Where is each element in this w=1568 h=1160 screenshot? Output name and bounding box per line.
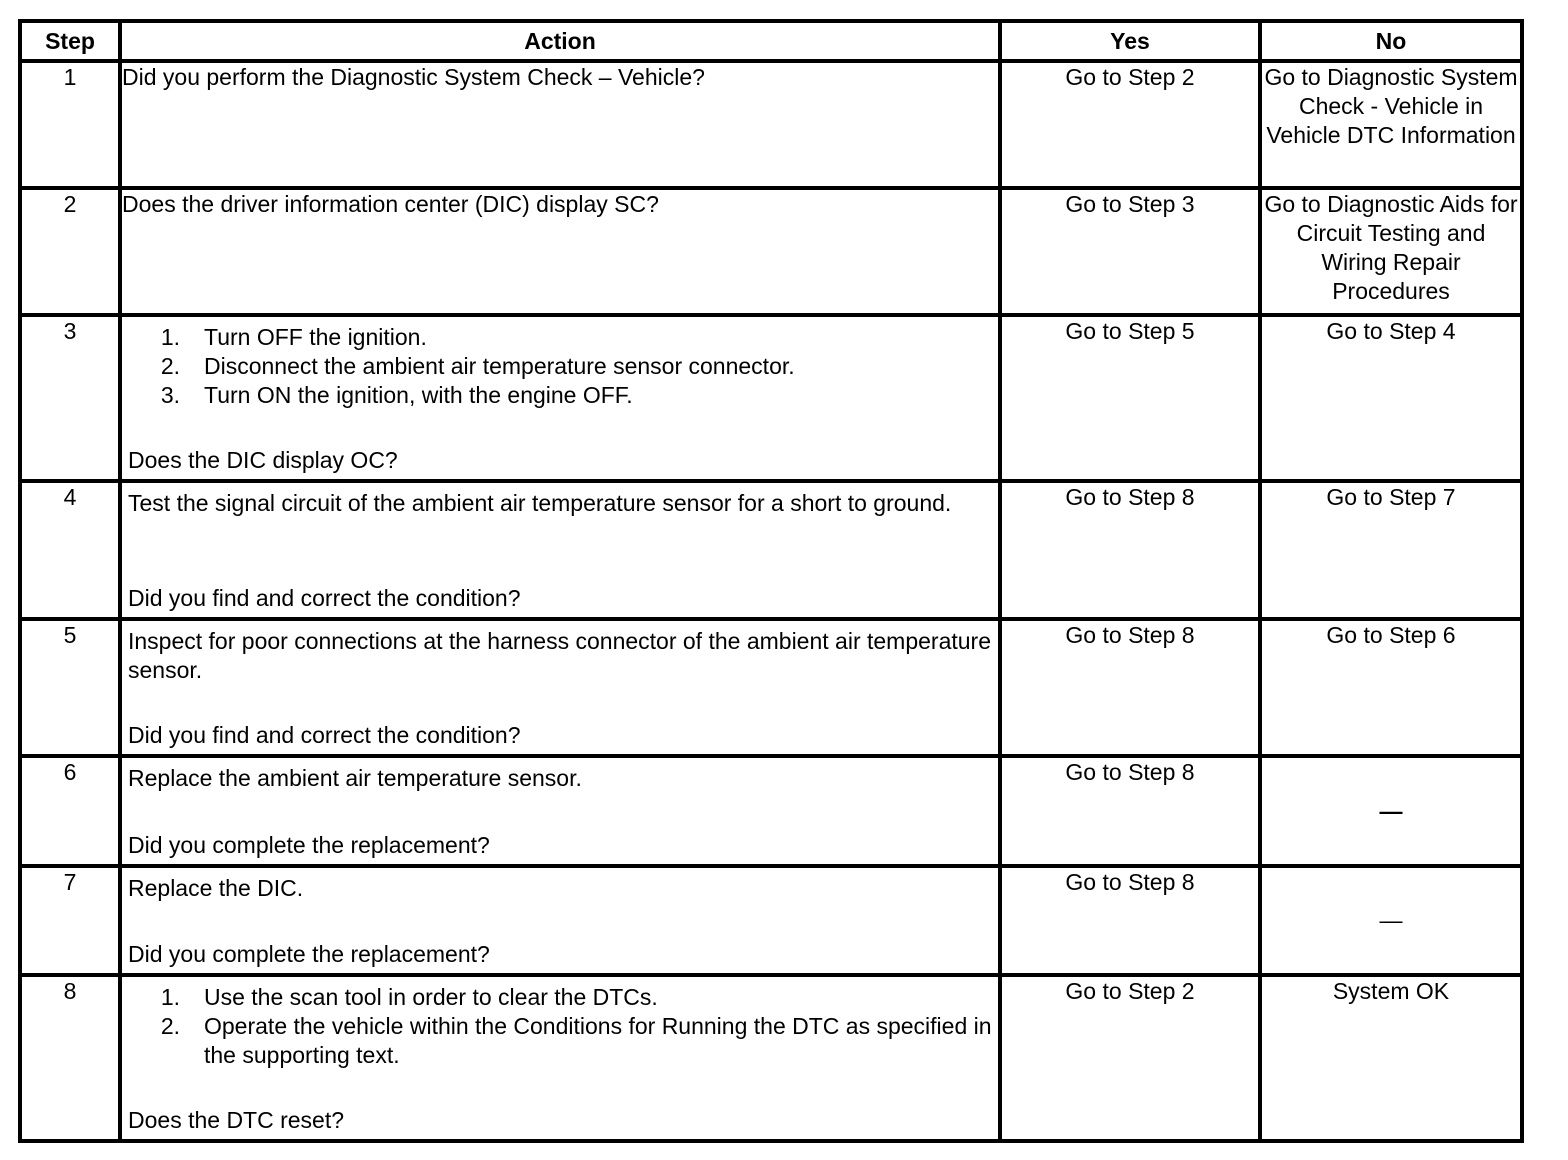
step-number: 5 [20, 619, 120, 756]
action-question: Did you complete the replacement? [128, 941, 490, 967]
list-item: 3. Turn ON the ignition, with the engine OFF. [160, 382, 633, 408]
step-number: 3 [20, 315, 120, 481]
yes-result: Go to Step 2 [1000, 975, 1260, 1141]
action-text: Test the signal circuit of the ambient air temperature sensor for a short to ground. [128, 490, 952, 516]
action-text: Replace the ambient air temperature sensor. [128, 765, 582, 791]
action-cell [120, 866, 1000, 975]
action-text: Did you perform the Diagnostic System Check – Vehicle? [122, 64, 705, 90]
action-question: Does the DIC display OC? [128, 447, 398, 473]
action-steps-list [128, 983, 992, 1070]
no-result: Go to Step 6 [1260, 619, 1522, 756]
action-cell [120, 975, 1000, 1141]
list-item: 2. Disconnect the ambient air temperature sensor connector. [160, 353, 795, 379]
action-question: Did you find and correct the condition? [128, 585, 521, 611]
diagnostic-table [18, 19, 1524, 1143]
list-item: 2. Operate the vehicle within the Conditions for Running the DTC as specified in the supporting text. [160, 1013, 992, 1068]
action-question: Does the DTC reset? [128, 1107, 345, 1133]
table-row [20, 61, 1522, 188]
step-number: 4 [20, 481, 120, 619]
table-row [20, 315, 1522, 481]
action-cell [120, 619, 1000, 756]
header-row [20, 21, 1522, 61]
no-result: — [1260, 866, 1522, 975]
action-text: Inspect for poor connections at the harness connector of the ambient air temperature sensor. [128, 628, 991, 683]
action-steps-list [128, 323, 992, 410]
table-row [20, 756, 1522, 866]
no-result: Go to Step 7 [1260, 481, 1522, 619]
yes-result: Go to Step 8 [1000, 866, 1260, 975]
yes-result: Go to Step 8 [1000, 756, 1260, 866]
no-result: System OK [1260, 975, 1522, 1141]
header-yes: Yes [1000, 21, 1260, 61]
table-row [20, 619, 1522, 756]
list-item: 1. Turn OFF the ignition. [160, 324, 427, 350]
action-cell [120, 315, 1000, 481]
step-number: 1 [20, 61, 120, 188]
no-result: — [1260, 756, 1522, 866]
no-result: Go to Diagnostic Aids for Circuit Testing and Wiring Repair Procedures [1260, 188, 1522, 315]
table-row [20, 866, 1522, 975]
table-row [20, 188, 1522, 315]
action-question: Did you complete the replacement? [128, 832, 490, 858]
step-number: 6 [20, 756, 120, 866]
yes-result: Go to Step 8 [1000, 619, 1260, 756]
step-number: 8 [20, 975, 120, 1141]
header-action: Action [120, 21, 1000, 61]
table-row [20, 975, 1522, 1141]
header-step: Step [20, 21, 120, 61]
step-number: 7 [20, 866, 120, 975]
no-result: Go to Step 4 [1260, 315, 1522, 481]
no-result: Go to Diagnostic System Check - Vehicle in Vehicle DTC Information [1260, 61, 1522, 188]
yes-result: Go to Step 8 [1000, 481, 1260, 619]
yes-result: Go to Step 2 [1000, 61, 1260, 188]
action-text: Does the driver information center (DIC) display SC? [122, 191, 659, 217]
action-cell [120, 481, 1000, 619]
list-item: 1. Use the scan tool in order to clear the DTCs. [160, 984, 658, 1010]
action-question: Did you find and correct the condition? [128, 722, 521, 748]
diagnostic-table-wrapper [18, 19, 1524, 1143]
action-text: Replace the DIC. [128, 875, 304, 901]
step-number: 2 [20, 188, 120, 315]
action-cell [120, 61, 1000, 188]
table-row [20, 481, 1522, 619]
action-cell [120, 756, 1000, 866]
action-cell [120, 188, 1000, 315]
yes-result: Go to Step 3 [1000, 188, 1260, 315]
yes-result: Go to Step 5 [1000, 315, 1260, 481]
header-no: No [1260, 21, 1522, 61]
